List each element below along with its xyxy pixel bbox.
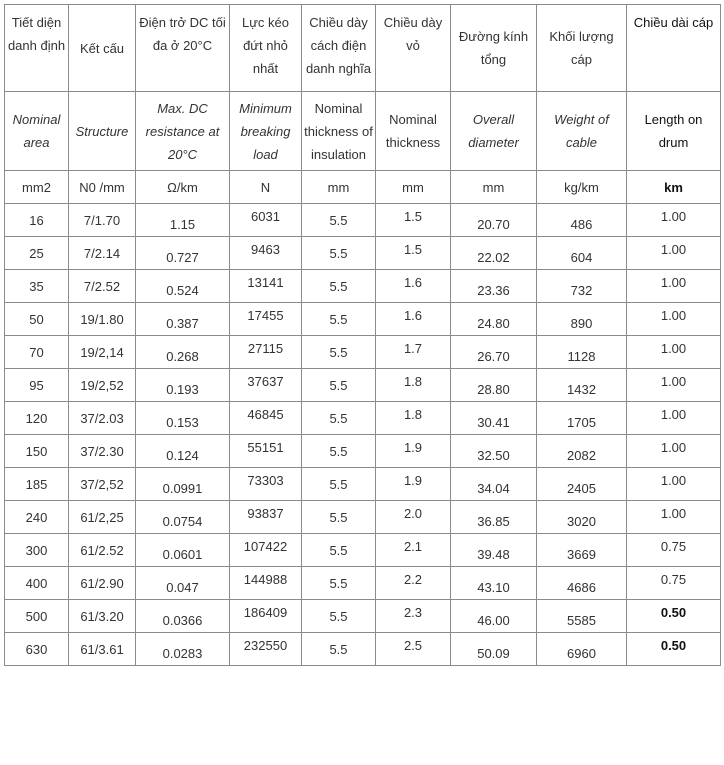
cell-insulation: 5.5 — [302, 303, 376, 336]
header-vi-insulation-thickness: Chiều dày cách điện danh nghĩa — [302, 5, 376, 92]
header-vi-length: Chiều dài cáp — [627, 5, 721, 92]
cell-resistance: 0.524 — [136, 274, 230, 307]
header-en-insulation-thickness: Nominal thickness of insulation — [302, 92, 376, 171]
cell-diameter: 46.00 — [451, 604, 537, 637]
cell-breaking-load: 37637 — [230, 365, 302, 398]
cell-breaking-load: 27115 — [230, 332, 302, 365]
cell-sheath: 1.9 — [376, 464, 451, 497]
cell-resistance: 0.268 — [136, 340, 230, 373]
cell-structure: 61/2,25 — [69, 501, 136, 534]
cell-structure: 37/2.03 — [69, 402, 136, 435]
cable-spec-table — [4, 4, 721, 666]
cell-breaking-load: 55151 — [230, 431, 302, 464]
cell-length: 1.00 — [627, 266, 721, 299]
table-row — [5, 600, 721, 633]
cell-breaking-load: 17455 — [230, 299, 302, 332]
cell-diameter: 24.80 — [451, 307, 537, 340]
cell-breaking-load: 13141 — [230, 266, 302, 299]
header-vi-sheath-thickness: Chiều dày vỏ — [376, 5, 451, 92]
cell-sheath: 2.1 — [376, 530, 451, 563]
cell-sheath: 1.5 — [376, 200, 451, 233]
cell-area: 630 — [5, 633, 69, 666]
cell-insulation: 5.5 — [302, 534, 376, 567]
cell-length: 1.00 — [627, 200, 721, 233]
cell-area: 300 — [5, 534, 69, 567]
cell-diameter: 28.80 — [451, 373, 537, 406]
cell-insulation: 5.5 — [302, 336, 376, 369]
unit-cell: kg/km — [537, 171, 627, 204]
header-vi-nominal-area: Tiết diện danh định — [5, 5, 69, 92]
cell-resistance: 0.0283 — [136, 637, 230, 670]
cell-sheath: 2.0 — [376, 497, 451, 530]
header-en-overall-diameter: Overall diameter — [451, 92, 537, 171]
cell-weight: 6960 — [537, 637, 627, 670]
cell-structure: 61/3.20 — [69, 600, 136, 633]
cell-area: 150 — [5, 435, 69, 468]
cell-length: 1.00 — [627, 299, 721, 332]
cell-structure: 37/2.30 — [69, 435, 136, 468]
cell-breaking-load: 6031 — [230, 200, 302, 233]
header-row-vietnamese — [5, 5, 721, 92]
cell-insulation: 5.5 — [302, 270, 376, 303]
cell-diameter: 34.04 — [451, 472, 537, 505]
cell-insulation: 5.5 — [302, 567, 376, 600]
table-row — [5, 402, 721, 435]
cell-diameter: 26.70 — [451, 340, 537, 373]
cell-diameter: 43.10 — [451, 571, 537, 604]
table-row — [5, 534, 721, 567]
cell-structure: 7/2.52 — [69, 270, 136, 303]
cell-resistance: 0.0601 — [136, 538, 230, 571]
cell-structure: 37/2,52 — [69, 468, 136, 501]
cell-weight: 3669 — [537, 538, 627, 571]
cell-length: 0.75 — [627, 563, 721, 596]
cell-structure: 61/2.52 — [69, 534, 136, 567]
cell-breaking-load: 186409 — [230, 596, 302, 629]
cell-resistance: 0.193 — [136, 373, 230, 406]
cell-resistance: 1.15 — [136, 208, 230, 241]
units-row — [5, 171, 721, 204]
cell-weight: 1128 — [537, 340, 627, 373]
cell-diameter: 23.36 — [451, 274, 537, 307]
cell-weight: 4686 — [537, 571, 627, 604]
header-row-english — [5, 92, 721, 171]
unit-cell: mm2 — [5, 171, 69, 204]
unit-cell: N — [230, 171, 302, 204]
cell-area: 35 — [5, 270, 69, 303]
cell-diameter: 36.85 — [451, 505, 537, 538]
cell-diameter: 32.50 — [451, 439, 537, 472]
cell-breaking-load: 46845 — [230, 398, 302, 431]
unit-cell: Ω/km — [136, 171, 230, 204]
cell-area: 240 — [5, 501, 69, 534]
table-row — [5, 633, 721, 666]
cell-sheath: 2.2 — [376, 563, 451, 596]
cell-length: 0.75 — [627, 530, 721, 563]
cell-insulation: 5.5 — [302, 204, 376, 237]
cell-structure: 7/2.14 — [69, 237, 136, 270]
cell-length: 1.00 — [627, 464, 721, 497]
cell-sheath: 1.7 — [376, 332, 451, 365]
table-row — [5, 567, 721, 600]
cell-weight: 1432 — [537, 373, 627, 406]
cell-structure: 19/2,52 — [69, 369, 136, 402]
cell-weight: 3020 — [537, 505, 627, 538]
cell-diameter: 39.48 — [451, 538, 537, 571]
unit-cell: km — [627, 171, 721, 204]
cell-insulation: 5.5 — [302, 237, 376, 270]
unit-cell: mm — [451, 171, 537, 204]
cell-length: 1.00 — [627, 332, 721, 365]
cell-weight: 486 — [537, 208, 627, 241]
header-en-dc-resistance: Max. DC resistance at 20°C — [136, 92, 230, 171]
cell-sheath: 1.8 — [376, 365, 451, 398]
cell-breaking-load: 144988 — [230, 563, 302, 596]
cell-length: 1.00 — [627, 398, 721, 431]
header-vi-structure: Kết cấu — [69, 5, 136, 92]
header-vi-dc-resistance: Điện trở DC tối đa ở 20°C — [136, 5, 230, 92]
cell-length: 0.50 — [627, 596, 721, 629]
cell-weight: 890 — [537, 307, 627, 340]
table-row — [5, 270, 721, 303]
cell-resistance: 0.0366 — [136, 604, 230, 637]
cell-diameter: 30.41 — [451, 406, 537, 439]
cell-weight: 604 — [537, 241, 627, 274]
header-en-weight: Weight of cable — [537, 92, 627, 171]
cell-length: 1.00 — [627, 233, 721, 266]
cell-sheath: 2.5 — [376, 629, 451, 662]
cell-breaking-load: 93837 — [230, 497, 302, 530]
table-row — [5, 204, 721, 237]
cell-length: 1.00 — [627, 497, 721, 530]
cell-insulation: 5.5 — [302, 600, 376, 633]
cell-insulation: 5.5 — [302, 468, 376, 501]
cell-insulation: 5.5 — [302, 435, 376, 468]
table-row — [5, 501, 721, 534]
cell-sheath: 1.9 — [376, 431, 451, 464]
cell-resistance: 0.153 — [136, 406, 230, 439]
cell-structure: 61/3.61 — [69, 633, 136, 666]
cell-resistance: 0.0754 — [136, 505, 230, 538]
cell-sheath: 1.6 — [376, 266, 451, 299]
cell-breaking-load: 9463 — [230, 233, 302, 266]
table-row — [5, 237, 721, 270]
cell-resistance: 0.387 — [136, 307, 230, 340]
cell-resistance: 0.047 — [136, 571, 230, 604]
unit-cell: N0 /mm — [69, 171, 136, 204]
table-row — [5, 303, 721, 336]
header-en-sheath-thickness: Nominal thickness — [376, 92, 451, 171]
header-en-nominal-area: Nominal area — [5, 92, 69, 171]
header-vi-weight: Khối lượng cáp — [537, 5, 627, 92]
cell-insulation: 5.5 — [302, 501, 376, 534]
cell-area: 185 — [5, 468, 69, 501]
cell-area: 16 — [5, 204, 69, 237]
cell-sheath: 2.3 — [376, 596, 451, 629]
cell-area: 25 — [5, 237, 69, 270]
header-en-length: Length on drum — [627, 92, 721, 171]
cell-structure: 7/1.70 — [69, 204, 136, 237]
table-row — [5, 336, 721, 369]
cell-area: 120 — [5, 402, 69, 435]
cell-breaking-load: 232550 — [230, 629, 302, 662]
unit-cell: mm — [302, 171, 376, 204]
cell-area: 500 — [5, 600, 69, 633]
cell-weight: 2405 — [537, 472, 627, 505]
cell-weight: 732 — [537, 274, 627, 307]
cell-resistance: 0.0991 — [136, 472, 230, 505]
cell-weight: 1705 — [537, 406, 627, 439]
header-en-structure: Structure — [69, 92, 136, 171]
cell-area: 70 — [5, 336, 69, 369]
cell-breaking-load: 107422 — [230, 530, 302, 563]
cell-length: 1.00 — [627, 431, 721, 464]
cell-area: 95 — [5, 369, 69, 402]
cell-length: 1.00 — [627, 365, 721, 398]
cell-sheath: 1.5 — [376, 233, 451, 266]
header-vi-overall-diameter: Đường kính tổng — [451, 5, 537, 92]
cell-diameter: 22.02 — [451, 241, 537, 274]
table-row — [5, 369, 721, 402]
cell-sheath: 1.6 — [376, 299, 451, 332]
cell-insulation: 5.5 — [302, 402, 376, 435]
cell-insulation: 5.5 — [302, 369, 376, 402]
header-vi-breaking-load: Lực kéo đứt nhỏ nhất — [230, 5, 302, 92]
cell-resistance: 0.124 — [136, 439, 230, 472]
cell-area: 50 — [5, 303, 69, 336]
cell-area: 400 — [5, 567, 69, 600]
cell-structure: 19/2,14 — [69, 336, 136, 369]
cell-diameter: 20.70 — [451, 208, 537, 241]
cell-resistance: 0.727 — [136, 241, 230, 274]
header-en-breaking-load: Minimum breaking load — [230, 92, 302, 171]
cell-breaking-load: 73303 — [230, 464, 302, 497]
unit-cell: mm — [376, 171, 451, 204]
table-body — [5, 204, 721, 666]
cell-length: 0.50 — [627, 629, 721, 662]
cell-structure: 19/1.80 — [69, 303, 136, 336]
table-row — [5, 435, 721, 468]
cell-diameter: 50.09 — [451, 637, 537, 670]
cell-weight: 5585 — [537, 604, 627, 637]
cell-insulation: 5.5 — [302, 633, 376, 666]
table-row — [5, 468, 721, 501]
cell-weight: 2082 — [537, 439, 627, 472]
cell-structure: 61/2.90 — [69, 567, 136, 600]
cell-sheath: 1.8 — [376, 398, 451, 431]
